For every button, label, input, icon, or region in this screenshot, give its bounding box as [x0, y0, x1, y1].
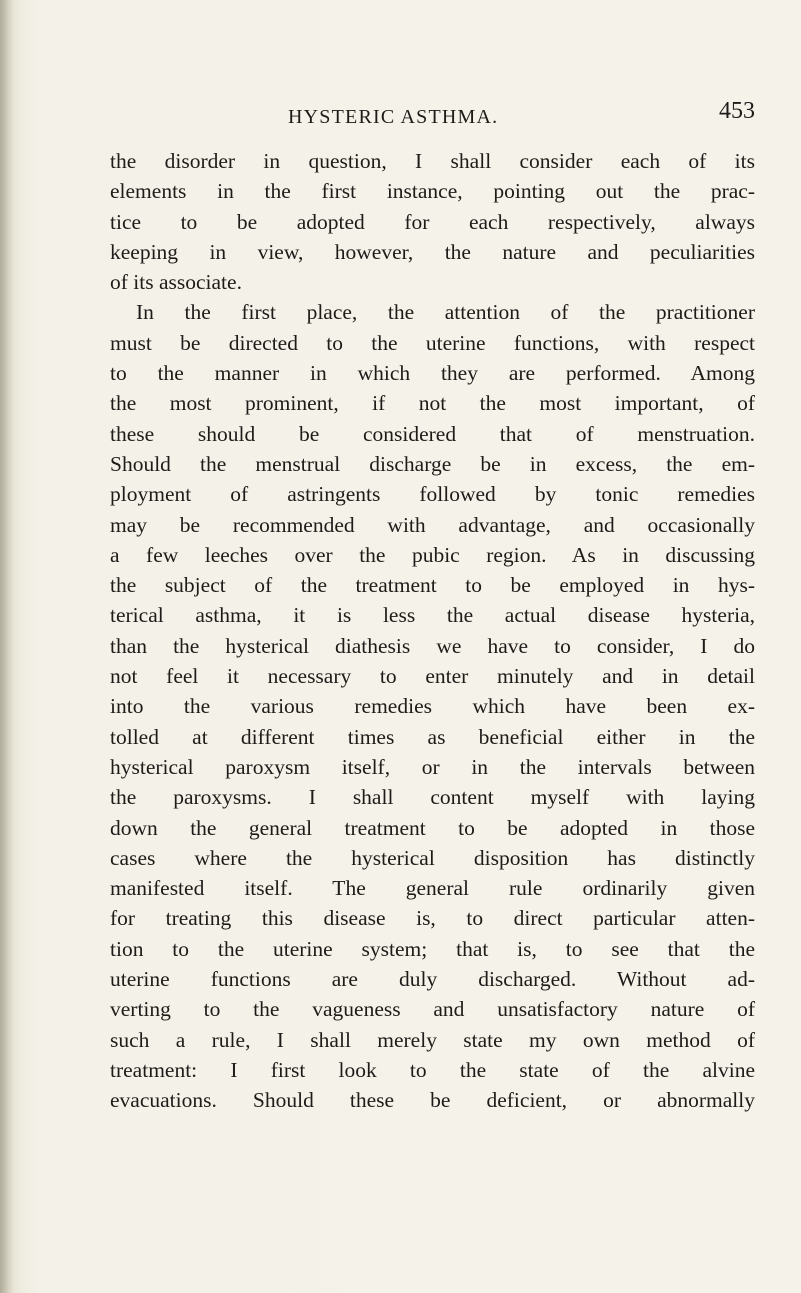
text-line: evacuations. Should these be deficient, or abnormally: [110, 1088, 755, 1113]
text-line: a few leeches over the pubic region. As in discussing: [110, 542, 755, 567]
text-line: of its associate.: [110, 270, 242, 295]
page-number: 453: [719, 98, 755, 124]
text-line: tion to the uterine system; that is, to see that the: [110, 936, 755, 961]
text-line: these should be considered that of menstruation.: [110, 421, 755, 446]
text-line: down the general treatment to be adopted in those: [110, 815, 755, 840]
text-line: for treating this disease is, to direct particular atten-: [110, 906, 755, 931]
text-line: such a rule, I shall merely state my own method of: [110, 1027, 755, 1052]
text-line: tice to be adopted for each respectively, always: [110, 209, 755, 234]
text-line: cases where the hysterical disposition has distinctly: [110, 845, 755, 870]
text-line: the most prominent, if not the most important, of: [110, 391, 755, 416]
running-head: [110, 92, 755, 132]
text-line: keeping in view, however, the nature and peculiarities: [110, 239, 755, 264]
text-line: not feel it necessary to enter minutely and in detail: [110, 664, 755, 689]
text-line: the paroxysms. I shall content myself with laying: [110, 785, 755, 810]
text-line: may be recommended with advantage, and occasionally: [110, 512, 755, 537]
text-line: In the first place, the attention of the practitioner: [136, 300, 755, 325]
text-line: hysterical paroxysm itself, or in the intervals between: [110, 754, 755, 779]
body-text: [110, 146, 755, 1116]
text-line: into the various remedies which have been ex-: [110, 694, 755, 719]
text-line: the subject of the treatment to be employed in hys-: [110, 573, 755, 598]
binding-gutter-shadow: [0, 0, 14, 1293]
text-line: tolled at different times as beneficial either in the: [110, 724, 755, 749]
text-line: terical asthma, it is less the actual disease hysteria,: [110, 603, 755, 628]
text-line: manifested itself. The general rule ordinarily given: [110, 876, 755, 901]
text-line: elements in the first instance, pointing out the prac-: [110, 179, 755, 204]
text-line: ployment of astringents followed by tonic remedies: [110, 482, 755, 507]
text-line: the disorder in question, I shall consider each of its: [110, 149, 755, 173]
text-line: than the hysterical diathesis we have to consider, I do: [110, 633, 755, 658]
text-line: uterine functions are duly discharged. Without ad-: [110, 967, 755, 992]
text-line: must be directed to the uterine functions, with respect: [110, 330, 755, 355]
text-line: treatment: I first look to the state of the alvine: [110, 1057, 755, 1082]
running-head-title: HYSTERIC ASTHMA.: [288, 106, 499, 128]
text-line: Should the menstrual discharge be in excess, the em-: [110, 451, 755, 476]
text-line: to the manner in which they are performed. Among: [110, 361, 755, 386]
text-line: verting to the vagueness and unsatisfactory nature of: [110, 997, 755, 1022]
